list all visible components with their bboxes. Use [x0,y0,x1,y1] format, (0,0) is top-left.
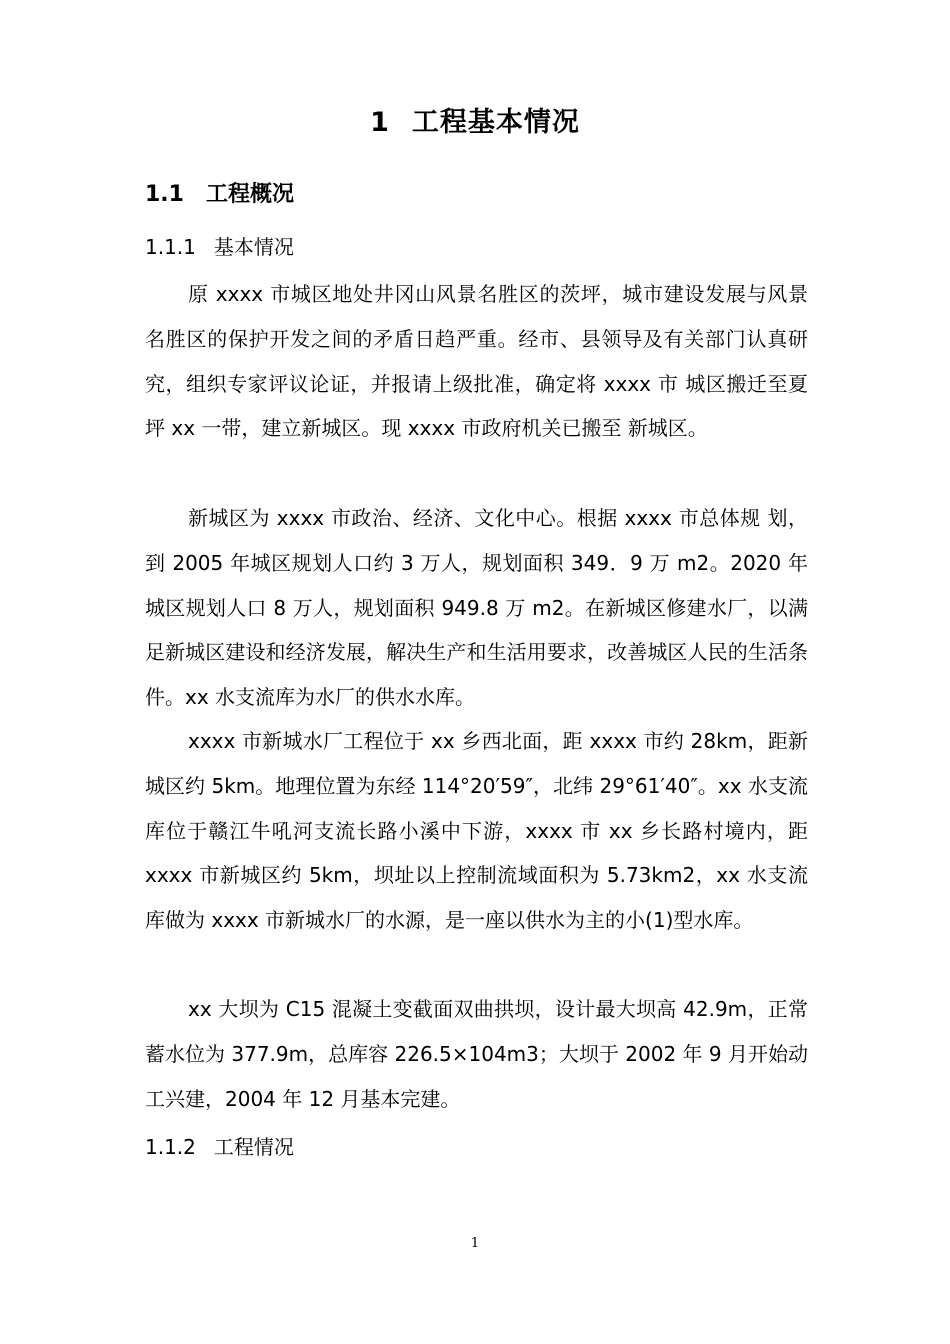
chapter-title [0,100,950,139]
subsection-number: 1.1.2 [145,1135,196,1159]
section-number: 1.1 [145,182,184,207]
section-title [145,177,294,208]
subsection-title [145,1131,294,1160]
section-title-text: 工程概况 [205,182,294,207]
subsection-title-text: 基本情况 [213,235,294,259]
body-paragraph: 新城区为 xxxx 市政治、经济、文化中心。根据 xxxx 市总体规 划，到 2005 年城区规划人口约 3 万人，规划面积 349．9 万 m2。2020 年城区规划人口 8 万人，规划面积 949.8 万 m2。在新城区修建水厂，以满足新城区建设和经济发展，解决生产和生活用要求，改善城区人民的生活条件。xx 水支流库为水厂的供水水库。 [145,506,808,710]
body-paragraph: xx 大坝为 C15 混凝土变截面双曲拱坝，设计最大坝高 42.9m，正常蓄水位为 377.9m，总库容 226.5×104m3；大坝于 2002 年 9 月开始动工兴建，2004 年 12 月基本完建。 [145,997,808,1111]
page-number: 1 [470,1236,480,1251]
chapter-number: 1 [370,107,390,138]
body-paragraph: xxxx 市新城水厂工程位于 xx 乡西北面，距 xxxx 市约 28km，距新城区约 5km。地理位置为东经 114°20′59″，北纬 29°61′40″。xx 水支流库位于赣江牛吼河支流长路小溪中下游，xxxx 市 xx 乡长路村境内，距 xxxx 市新城区约 5km，坝址以上控制流域面积为 5.73km2，xx 水支流库做为 xxxx 市新城水厂的水源，是一座以供水为主的小(1)型水库。 [145,729,808,933]
subsection-number: 1.1.1 [145,235,196,259]
subsection-title [145,231,294,260]
body-paragraph: 原 xxxx 市城区地处井冈山风景名胜区的茨坪，城市建设发展与风景名胜区的保护开发之间的矛盾日趋严重。经市、县领导及有关部门认真研究，组织专家评议论证，并报请上级批准，确定将 xxxx 市 城区搬迁至夏坪 xx 一带，建立新城区。现 xxxx 市政府机关已搬至 新城区。 [145,282,808,441]
subsection-title-text: 工程情况 [213,1135,294,1159]
chapter-title-text: 工程基本情况 [411,107,580,138]
